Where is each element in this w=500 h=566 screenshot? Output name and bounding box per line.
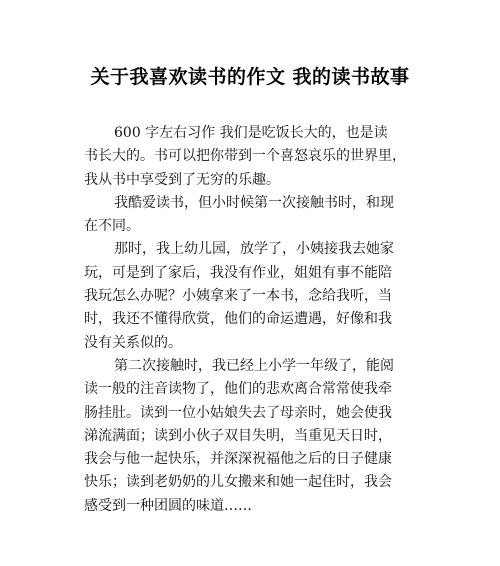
- paragraph-1-line-3: 我从书中享受到了无穷的乐趣。: [84, 171, 280, 188]
- article-title: 关于我喜欢读书的作文 我的读书故事: [90, 66, 410, 88]
- paragraph-3-line-1: 那时，我上幼儿园，放学了，小姨接我去她家: [114, 241, 394, 258]
- article-body: [84, 122, 436, 518]
- paragraph-4-line-1: 第二次接触时，我已经上小学一年级了，能阅: [114, 357, 394, 374]
- paragraph-3-line-3: 我玩怎么办呢？小姨拿来了一本书，念给我听，当: [84, 288, 392, 305]
- paragraph-4-line-2: 读一般的注音读物了，他们的悲欢离合常常使我牵: [84, 381, 392, 398]
- paragraph-3-line-2: 玩，可是到了家后，我没有作业，姐姐有事不能陪: [84, 264, 392, 281]
- paragraph-3-line-4: 时，我还不懂得欣赏，他们的命运遭遇，好像和我: [84, 311, 392, 328]
- paragraph-4-line-5: 我会与他一起快乐，并深深祝福他之后的日子健康: [84, 451, 392, 468]
- paragraph-4-line-6: 快乐；读到老奶奶的儿女搬来和她一起住时，我会: [84, 474, 392, 491]
- paragraph-2-line-2: 在不同。: [84, 218, 140, 235]
- paragraph-2-line-1: 我酷爱读书，但小时候第一次接触书时，和现: [114, 194, 394, 211]
- paragraph-1-line-2: 书长大的。书可以把你带到一个喜怒哀乐的世界里，: [84, 148, 406, 165]
- paragraph-4-line-3: 肠挂肚。读到一位小姑娘失去了母亲时，她会使我: [84, 404, 392, 421]
- paragraph-3-line-5: 没有关系似的。: [84, 334, 182, 351]
- paragraph-4-line-4: 涕流满面；读到小伙子双目失明，当重见天日时，: [84, 427, 392, 444]
- paragraph-4-line-7: 感受到一种团圆的味道……: [84, 497, 252, 514]
- paragraph-1-line-1: 600 字左右习作 我们是吃饭长大的，也是读: [114, 125, 388, 141]
